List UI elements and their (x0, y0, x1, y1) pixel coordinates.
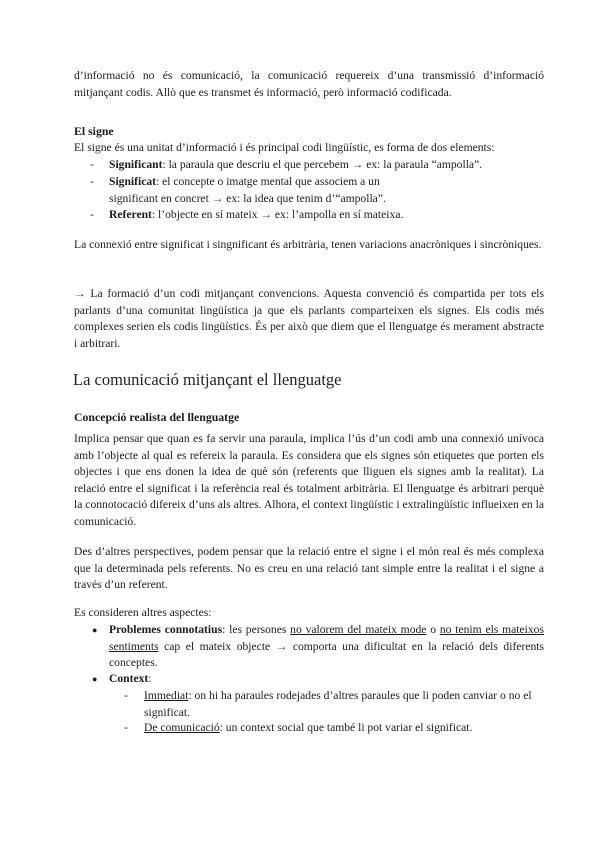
bullet1-underline-1: no valorem del mateix mode (290, 623, 427, 636)
concepcio-paragraph: Implica pensar que quan es fa servir una paraula, implica l’ús d’un codi amb una connexió unívoca amb l’objecte al qual es refereix la paraula. Es considera que els signes són etiquetes que porten els objectes i que ens donen la idea de què són (referents que lliguen els signes amb la realitat). La relació entre el significat i la referència real és totalment arbitrària. El llenguatge és arbitrari perquè la connotocació difereix d’uns als altres. Alhora, el context lingüístic i extralingüístic influeixen en la comunicació. (74, 432, 544, 528)
term-context: Context (109, 672, 149, 685)
dash-marker: - (90, 208, 94, 221)
term-immediat: Immediat (144, 689, 189, 702)
bullet1-mid: o (426, 623, 440, 636)
subitem-de-comunicacio (124, 720, 544, 737)
term-referent: Referent (109, 208, 152, 221)
connexio-paragraph: La connexió entre significat i singnificant és arbitrària, tenen variacions anacròniques i sincròniques. (74, 238, 542, 251)
dash-marker: - (90, 158, 94, 171)
definition-immediat: : on hi ha paraules rodejades d’altres paraules que li poden canviar o no el significat. (144, 689, 532, 719)
term-significant: Significant (109, 158, 163, 171)
list-item-referent (90, 207, 530, 224)
dash-marker: - (124, 689, 128, 702)
term-de-comunicacio: De comunicació (144, 721, 220, 734)
bullet1-pre: : les persones (222, 623, 291, 636)
subitem-immediat (124, 688, 544, 721)
heading-el-signe: El signe (74, 124, 114, 138)
intro-paragraph: d’informació no és comunicació, la comunicació requereix d’una transmissió d’informació mitjançant codis. Allò que es transmet és informació, però informació codificada. (74, 69, 544, 99)
perspectives-paragraph: Des d’altres perspectives, podem pensar que la relació entre el signe i el món real és més complexa que la determinada pels referents. No es creu en una relació tant simple entre la realitat i el signe a través d’un referent. (74, 545, 544, 591)
bullet2-post: : (148, 672, 152, 685)
definition-significat: : el concepte o imatge mental que associem a un significant en concret → ex: la idea que tenim d’“ampolla”. (109, 175, 386, 205)
list-item-significat (90, 174, 420, 207)
bullet-marker: ● (92, 674, 98, 684)
list-item-significant (90, 157, 530, 174)
definition-significant: : la paraula que descriu el que percebem → ex: la paraula “ampolla”. (162, 158, 483, 171)
bullet-context (90, 671, 544, 688)
bullet-marker: ● (92, 625, 98, 635)
signe-intro: El signe és una unitat d’informació i és principal codi lingüístic, es forma de dos elements: (74, 141, 495, 154)
section-title: La comunicació mitjançant el llenguatge (73, 370, 342, 389)
bullet1-underline-2: no tenim els mateixos sentiments (109, 623, 544, 653)
definition-referent: : l’objecte en sí mateix → ex: l’ampolla en sí mateixa. (151, 208, 404, 221)
definition-de-comunicacio: : un context social que també li pot variar el significat. (219, 721, 473, 734)
aspectes-intro: Es consideren altres aspectes: (74, 606, 212, 619)
formacio-paragraph: → La formació d’un codi mitjançant convencions. Aquesta convenció és compartida per tots els parlants d’una comunitat lingüística ja que els parlants comparteixen els signes. Els codis més complexes serien els codis lingüístics. És per això que diem que el llenguatge és merament abstracte i arbitrari. (74, 287, 544, 350)
subheading-concepcio-realista: Concepció realista del llenguatge (74, 410, 240, 424)
bullet-problemes-connotatius (90, 622, 544, 672)
term-significat: Significat (109, 175, 157, 188)
term-problemes-connotatius: Problemes connotatius (109, 623, 223, 636)
dash-marker: - (90, 175, 94, 188)
dash-marker: - (124, 721, 128, 734)
bullet1-post: cap el mateix objecte → comporta una dificultat en la relació dels diferents conceptes. (109, 639, 544, 669)
